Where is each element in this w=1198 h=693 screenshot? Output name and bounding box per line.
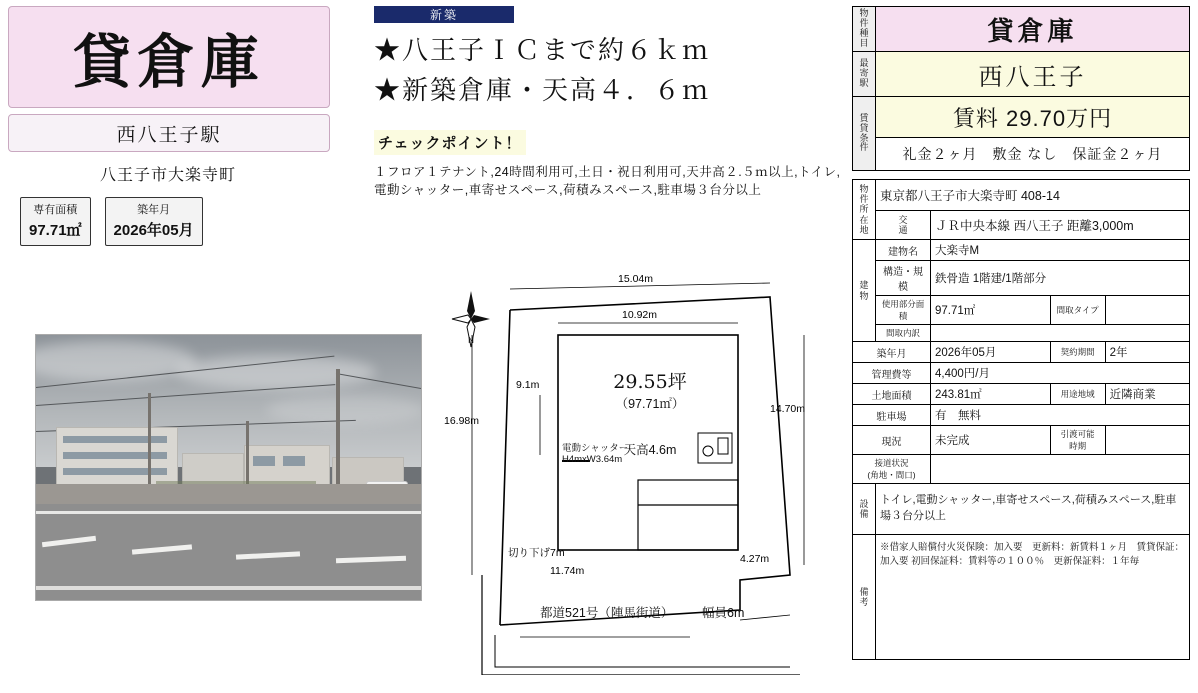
right-column bbox=[852, 6, 1192, 660]
dim-inner-top: 10.92m bbox=[622, 309, 658, 321]
shutter-note: 電動シャッター H4mxW3.64m bbox=[562, 443, 629, 466]
value-status: 未完成 bbox=[931, 426, 1051, 455]
photo-lane-line bbox=[36, 511, 421, 514]
spec-chip-row bbox=[8, 197, 348, 246]
label-status: 現況 bbox=[853, 426, 931, 455]
label-building: 建 物 bbox=[853, 240, 876, 342]
value-layout-type bbox=[1105, 296, 1189, 325]
label-use-area: 使用部分面積 bbox=[876, 296, 931, 325]
dim-left-inner: 9.1m bbox=[516, 379, 540, 391]
label-parking: 駐車場 bbox=[853, 405, 931, 426]
road-name-label: 都道521号（陣馬街道） bbox=[540, 606, 674, 620]
label-layout-type: 間取タイプ bbox=[1050, 296, 1105, 325]
photo-pole bbox=[148, 393, 151, 489]
chip-area-value: 97.71㎡ bbox=[29, 222, 82, 239]
value-land-area: 243.81㎡ bbox=[931, 384, 1051, 405]
label-remarks: 備 考 bbox=[853, 535, 876, 660]
property-title: 貸倉庫 bbox=[72, 28, 265, 96]
label-layout-detail: 間取内訳 bbox=[876, 325, 931, 342]
label-management-fee: 管理費等 bbox=[853, 363, 931, 384]
label-built-date: 築年月 bbox=[853, 342, 931, 363]
photo-sidewalk bbox=[36, 484, 421, 504]
value-structure: 鉄骨造 1階建/1階部分 bbox=[931, 261, 1190, 296]
row-label-terms: 賃 貸 条 件 bbox=[853, 97, 876, 171]
value-building-name: 大楽寺M bbox=[931, 240, 1190, 261]
summary-rent: 賃料 29.70万円 bbox=[876, 97, 1190, 138]
road-width-label: 幅員6m bbox=[702, 606, 745, 620]
value-remarks: ※借家人賠償付火災保険：加入要 更新料：新賃料１ヶ月 賃貸保証：加入要 初回保証料：賃料等の１００％ 更新保証料：１年毎 bbox=[876, 535, 1190, 660]
headline bbox=[374, 31, 844, 112]
dim-kiridage: 切り下げ7m bbox=[508, 547, 565, 559]
value-parking: 有 無料 bbox=[931, 405, 1190, 426]
dim-bottom-right: 4.27m bbox=[740, 553, 770, 565]
value-frontage bbox=[931, 455, 1190, 484]
label-contract-period: 契約期間 bbox=[1050, 342, 1105, 363]
unit-area-sqm: （97.71㎡） bbox=[615, 397, 685, 411]
value-equipment: トイレ,電動シャッター,車寄せスペース,荷積みスペース,駐車場３台分以上 bbox=[876, 484, 1190, 535]
address-line: 八王子市大楽寺町 bbox=[99, 167, 236, 184]
chip-built-value: 2026年05月 bbox=[113, 222, 194, 239]
value-management-fee: 4,400円/月 bbox=[931, 363, 1190, 384]
chip-area bbox=[20, 197, 91, 246]
value-built-date: 2026年05月 bbox=[931, 342, 1051, 363]
chip-built bbox=[105, 197, 203, 246]
value-zoning: 近隣商業 bbox=[1105, 384, 1189, 405]
property-title-box bbox=[8, 6, 330, 108]
headline-line-2: ★新築倉庫・天高４．６ｍ bbox=[374, 76, 711, 107]
site-plan bbox=[440, 275, 840, 675]
value-handover bbox=[1105, 426, 1189, 455]
dim-left-outer: 16.98m bbox=[444, 415, 480, 427]
label-equipment: 設 備 bbox=[853, 484, 876, 535]
chip-built-label: 築年月 bbox=[137, 204, 171, 216]
label-land-area: 土地面積 bbox=[853, 384, 931, 405]
summary-station: 西八王子 bbox=[876, 52, 1190, 97]
photo-lane-line bbox=[36, 586, 421, 590]
value-use-area: 97.71㎡ bbox=[931, 296, 1051, 325]
unit-height: 天高4.6m bbox=[623, 443, 677, 457]
dim-right: 14.70m bbox=[770, 403, 806, 415]
svg-text:N: N bbox=[468, 336, 474, 345]
dim-top: 15.04m bbox=[618, 273, 654, 285]
unit-area-tsubo: 29.55坪 bbox=[613, 371, 687, 393]
row-label-station: 最 寄 駅 bbox=[853, 52, 876, 97]
headline-line-1: ★八王子ＩＣまで約６ｋｍ bbox=[374, 36, 711, 66]
photo-cloud bbox=[176, 355, 376, 389]
new-badge: 新築 bbox=[374, 6, 514, 23]
station-box bbox=[8, 114, 330, 152]
value-layout-detail bbox=[931, 325, 1190, 342]
station-name: 西八王子駅 bbox=[116, 124, 222, 146]
photo-pole bbox=[336, 369, 340, 493]
value-address: 東京都八王子市大楽寺町 408-14 bbox=[876, 180, 1190, 211]
label-frontage: 接道状況 (角地・間口) bbox=[853, 455, 931, 484]
property-photo bbox=[35, 334, 422, 601]
label-handover: 引渡可能 時期 bbox=[1050, 426, 1105, 455]
summary-fees: 礼金２ヶ月 敷金 なし 保証金２ヶ月 bbox=[876, 138, 1190, 171]
summary-title: 貸倉庫 bbox=[876, 7, 1190, 52]
label-structure: 構造・規模 bbox=[876, 261, 931, 296]
value-contract-period: 2年 bbox=[1105, 342, 1189, 363]
middle-column bbox=[374, 6, 844, 200]
detail-table bbox=[852, 179, 1190, 660]
label-location: 物 件 所 在 地 bbox=[853, 180, 876, 240]
checkpoint-body: １フロア１テナント,24時間利用可,土日・祝日利用可,天井高２.５ｍ以上,トイレ,電動シャッター,車寄せスペース,荷積みスペース,駐車場３台分以上 bbox=[374, 164, 841, 198]
checkpoint-title: チェックポイント！ bbox=[374, 130, 526, 155]
label-traffic: 交 通 bbox=[876, 211, 931, 240]
value-traffic: ＪＲ中央本線 西八王子 距離3,000m bbox=[931, 211, 1190, 240]
summary-table bbox=[852, 6, 1190, 171]
dim-bottom: 11.74m bbox=[550, 565, 585, 577]
chip-area-label: 専有面積 bbox=[33, 204, 78, 216]
label-building-name: 建物名 bbox=[876, 240, 931, 261]
row-label-type: 物 件 種 目 bbox=[853, 7, 876, 52]
label-zoning: 用途地域 bbox=[1050, 384, 1105, 405]
